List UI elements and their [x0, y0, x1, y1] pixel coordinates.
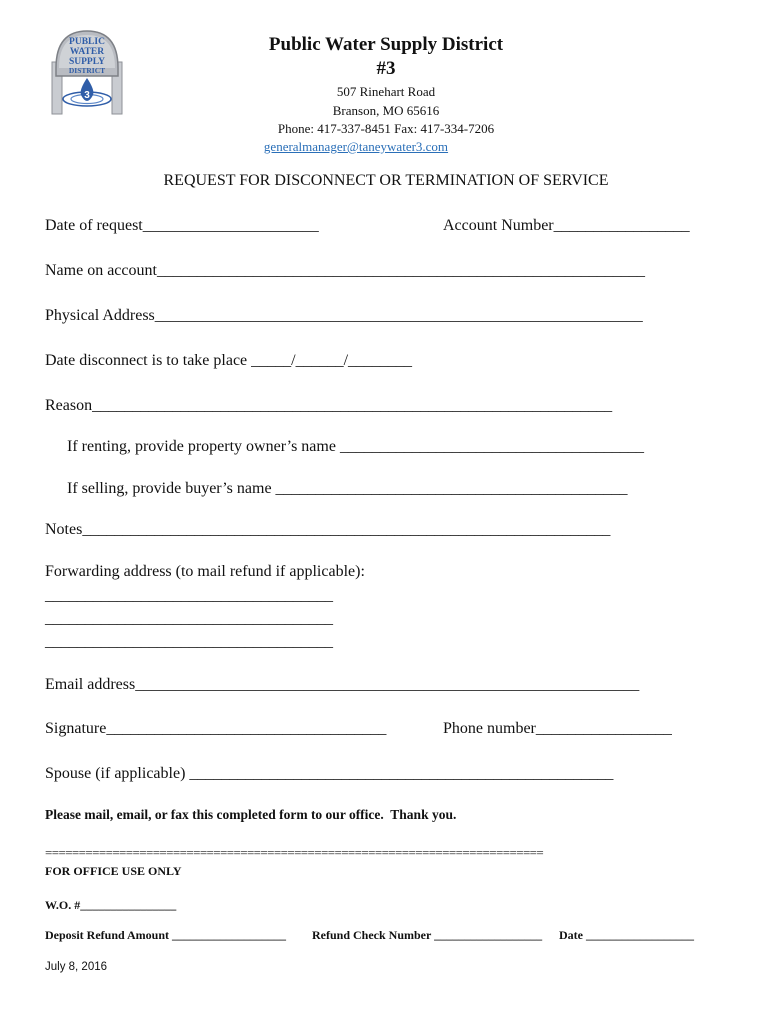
notes-field[interactable]: Notes__________________________________________________________________ — [45, 521, 611, 538]
street-address: 507 Rinehart Road — [336, 84, 436, 99]
org-number: #3 — [376, 58, 396, 79]
selling-buyer-name-field[interactable]: If selling, provide buyer’s name ____________________________________________ — [67, 480, 628, 497]
disconnect-date-field[interactable]: Date disconnect is to take place _____/______/________ — [45, 352, 413, 369]
svg-text:3: 3 — [84, 90, 90, 101]
submission-instructions: Please mail, email, or fax this completed form to our office. Thank you. — [45, 807, 457, 822]
refund-check-number-field[interactable]: Refund Check Number __________________ — [312, 928, 543, 942]
account-number-field[interactable]: Account Number_________________ — [443, 217, 690, 234]
revision-date: July 8, 2016 — [45, 961, 108, 973]
forwarding-address-line[interactable]: ____________________________________ — [45, 610, 333, 627]
svg-text:PUBLIC: PUBLIC — [69, 37, 105, 47]
email-address-field[interactable]: Email address_______________________________________________________________ — [45, 676, 640, 693]
phone-fax: Phone: 417-337-8451 Fax: 417-334-7206 — [277, 121, 495, 136]
renting-owner-name-field[interactable]: If renting, provide property owner’s name ______________________________________ — [67, 438, 644, 455]
signature-field[interactable]: Signature___________________________________ — [45, 720, 387, 737]
spouse-field[interactable]: Spouse (if applicable) _____________________________________________________ — [45, 765, 614, 782]
work-order-field[interactable]: W.O. #________________ — [45, 898, 177, 912]
date-of-request-field[interactable]: Date of request______________________ — [45, 217, 319, 234]
svg-text:SUPPLY: SUPPLY — [68, 57, 106, 67]
forwarding-address-label: Forwarding address (to mail refund if applicable): — [45, 563, 365, 580]
deposit-refund-amount-field[interactable]: Deposit Refund Amount ___________________ — [45, 928, 287, 942]
office-divider: ========================================================================== — [45, 845, 544, 860]
name-on-account-field[interactable]: Name on account_____________________________________________________________ — [45, 262, 645, 279]
svg-text:DISTRICT: DISTRICT — [68, 66, 106, 75]
district-logo — [50, 28, 124, 116]
org-name: Public Water Supply District — [268, 34, 504, 55]
reason-field[interactable]: Reason_________________________________________________________________ — [45, 397, 613, 414]
phone-number-field[interactable]: Phone number_________________ — [443, 720, 672, 737]
city-state-zip: Branson, MO 65616 — [332, 103, 440, 118]
form-title: REQUEST FOR DISCONNECT OR TERMINATION OF SERVICE — [163, 172, 609, 189]
office-use-heading: FOR OFFICE USE ONLY — [45, 864, 182, 878]
forwarding-address-line[interactable]: ____________________________________ — [45, 633, 333, 650]
physical-address-field[interactable]: Physical Address_____________________________________________________________ — [45, 307, 643, 324]
email-link[interactable]: generalmanager@taneywater3.com — [263, 139, 449, 154]
svg-text:WATER: WATER — [69, 47, 105, 57]
office-date-field[interactable]: Date __________________ — [559, 928, 694, 942]
forwarding-address-line[interactable]: ____________________________________ — [45, 587, 333, 604]
